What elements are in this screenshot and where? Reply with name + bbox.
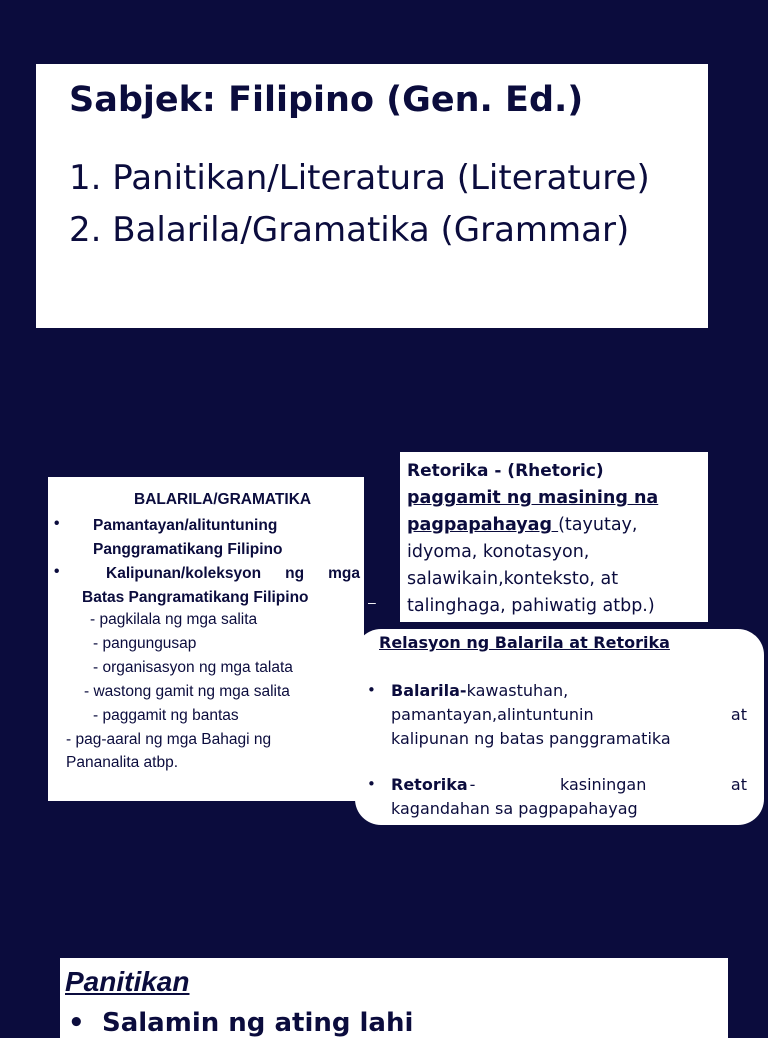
panitikan-bullet: Salamin ng ating lahi: [102, 1008, 414, 1038]
relasyon-item-retorika-line-2: kagandahan sa pagpapahayag: [391, 799, 638, 818]
retorika-description: [407, 485, 708, 620]
subject-heading: Sabjek: Filipino (Gen. Ed.): [69, 80, 584, 120]
relasyon-item-retorika: [391, 773, 747, 821]
balarila-bullet-1-line-1: Pamantayan/alituntuning: [93, 517, 278, 534]
relasyon-text: kawastuhan,: [466, 681, 569, 700]
topic-literature: 1. Panitikan/Literatura (Literature): [69, 158, 650, 198]
divider-dash: –: [368, 594, 376, 610]
title-panel: [36, 64, 708, 328]
sub-item: - organisasyon ng mga talata: [93, 659, 293, 676]
relasyon-item-balarila-line-2: pamantayan,alintuntunin at: [391, 705, 747, 724]
sub-item: - pagkilala ng mga salita: [90, 611, 258, 628]
balarila-bullet-1-line-2: Panggramatikang Filipino: [93, 541, 283, 558]
bullet-marker: •: [367, 775, 376, 793]
panitikan-heading: Panitikan: [65, 966, 190, 997]
balarila-bullet-2-line-2: Batas Pangramatikang Filipino: [82, 589, 309, 606]
relasyon-term: Retorika: [391, 775, 468, 794]
relasyon-term: Balarila-: [391, 681, 467, 700]
relasyon-item-balarila-line-1: [391, 679, 747, 703]
sub-item: - pag-aaral ng mga Bahagi ng: [66, 731, 272, 748]
sub-item: - wastong gamit ng mga salita: [84, 683, 290, 700]
balarila-heading: BALARILA/GRAMATIKA: [134, 491, 312, 508]
sub-item: - paggamit ng bantas: [93, 707, 239, 724]
relasyon-text: - kasiningan at: [469, 775, 747, 794]
retorika-body: (tayutay, idyoma, konotasyon, salawikain,konteksto, at talinghaga, pahiwatig atbp.): [407, 515, 655, 616]
balarila-bullet-2-line-1: Kalipunan/koleksyon ng mga: [106, 565, 360, 582]
bullet-marker: •: [367, 681, 376, 699]
bullet-marker: •: [54, 563, 60, 580]
bullet-marker: •: [54, 515, 60, 532]
relasyon-panel: [355, 629, 764, 825]
retorika-heading: Retorika - (Rhetoric): [407, 461, 604, 481]
sub-item: Pananalita atbp.: [66, 754, 179, 771]
bullet-marker: •: [68, 1008, 85, 1038]
relasyon-item-balarila: [391, 679, 747, 751]
retorika-subhead: paggamit ng masining na pagpapahayag: [407, 488, 659, 535]
balarila-bullet-2: [82, 562, 360, 610]
topic-grammar: 2. Balarila/Gramatika (Grammar): [69, 210, 630, 250]
relasyon-item-retorika-line-1: [391, 773, 747, 797]
panitikan-panel: [60, 958, 728, 1038]
sub-item: - pangungusap: [93, 635, 197, 652]
balarila-panel: [48, 477, 364, 801]
retorika-panel: [400, 452, 708, 622]
relasyon-item-balarila-line-3: kalipunan ng batas panggramatika: [391, 729, 671, 748]
balarila-bullet-1: [93, 514, 282, 562]
relasyon-heading: Relasyon ng Balarila at Retorika: [379, 633, 670, 652]
